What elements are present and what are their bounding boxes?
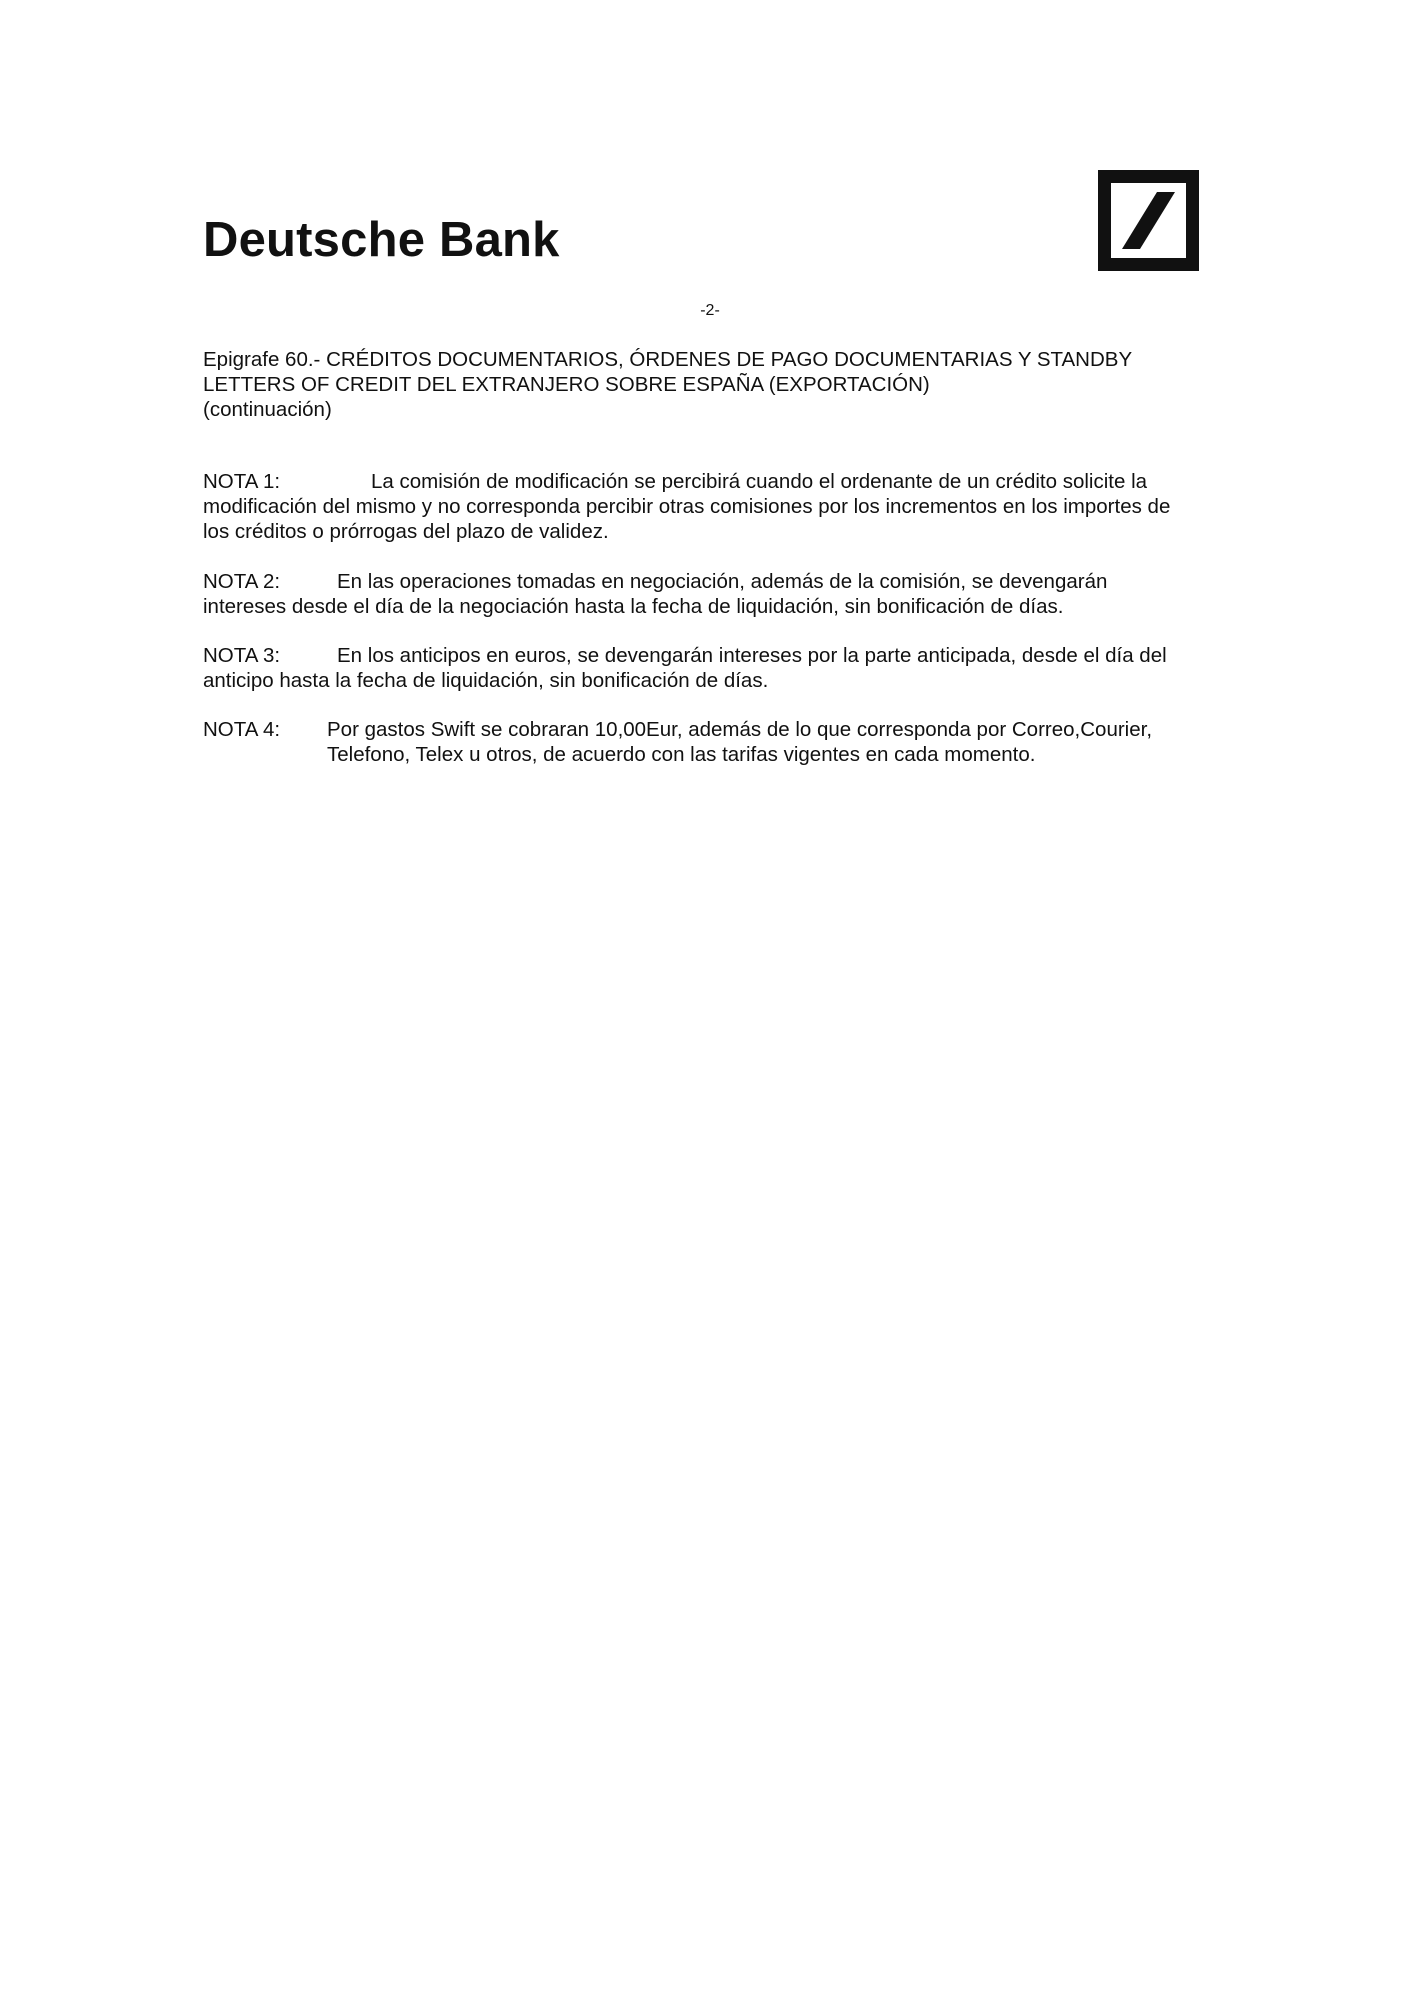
note-text: En las operaciones tomadas en negociación, además de la comisión, se devengarán [337,570,1108,593]
page-number: -2- [700,302,720,319]
note-label: NOTA 4: [203,718,281,741]
note-label: NOTA 1: [203,470,281,493]
brand-name: Deutsche Bank [203,213,560,267]
heading-line: LETTERS OF CREDIT DEL EXTRANJERO SOBRE ESPAÑA (EXPORTACIÓN) [203,373,930,396]
note-3 [203,643,1223,693]
note-text: En los anticipos en euros, se devengarán intereses por la parte anticipada, desde el día del [337,644,1167,667]
note-text: los créditos o prórrogas del plazo de validez. [203,520,609,543]
note-text: Telefono, Telex u otros, de acuerdo con las tarifas vigentes en cada momento. [327,743,1036,766]
heading-continuation: (continuación) [203,398,332,421]
deutsche-bank-logo-icon [1098,170,1199,271]
note-text: anticipo hasta la fecha de liquidación, sin bonificación de días. [203,669,769,692]
note-text: modificación del mismo y no corresponda percibir otras comisiones por los incrementos en los importes de [203,495,1171,518]
note-label: NOTA 3: [203,644,281,667]
heading-line: Epigrafe 60.- CRÉDITOS DOCUMENTARIOS, ÓRDENES DE PAGO DOCUMENTARIAS Y STANDBY [203,348,1133,371]
note-text: La comisión de modificación se percibirá cuando el ordenante de un crédito solicite la [371,470,1148,493]
note-2 [203,569,1223,619]
note-label: NOTA 2: [203,570,281,593]
note-1 [203,469,1223,544]
note-text: intereses desde el día de la negociación hasta la fecha de liquidación, sin bonificación de días. [203,595,1064,618]
section-heading [203,347,1223,422]
note-4 [203,717,1223,767]
note-text: Por gastos Swift se cobraran 10,00Eur, además de lo que corresponda por Correo,Courier, [327,718,1153,741]
